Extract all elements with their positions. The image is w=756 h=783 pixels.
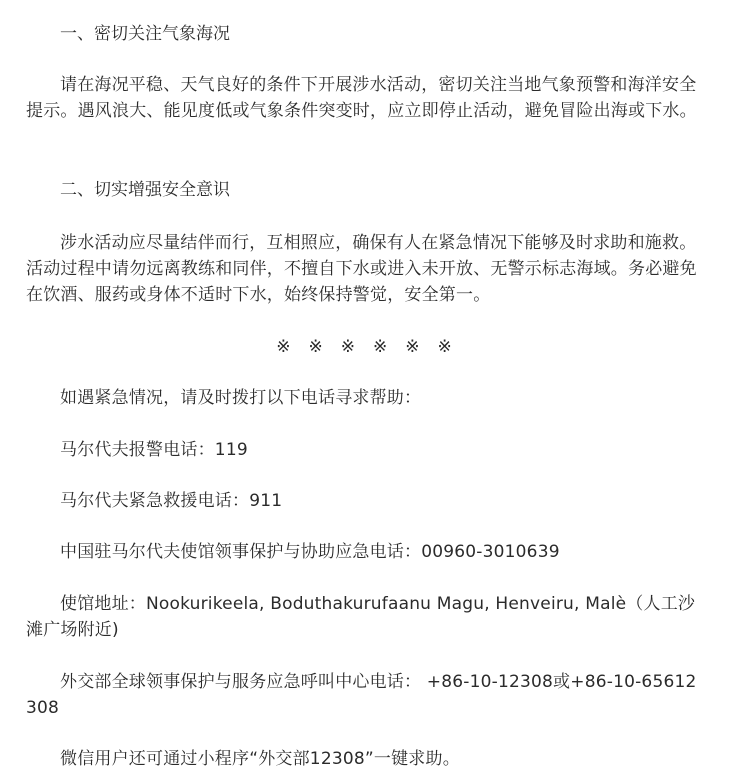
- section-heading-safety: 二、切实增强安全意识: [60, 180, 230, 200]
- divider-mark: ※: [373, 337, 388, 357]
- contact-embassy-phone: 中国驻马尔代夫使馆领事保护与协助应急电话：00960-3010639: [60, 542, 560, 562]
- section-divider: [0, 334, 728, 360]
- contact-mfa-hotline: 外交部全球领事保护与服务应急呼叫中心电话： +86-10-12308或+86-10-65612308: [26, 672, 697, 718]
- contact-embassy-address: 使馆地址：Nookurikeela, Boduthakurufaanu Magu, Henveiru, Malè（人工沙滩广场附近): [26, 594, 696, 640]
- divider-mark: ※: [405, 337, 420, 357]
- divider-mark: ※: [437, 337, 452, 357]
- contact-wechat: 微信用户还可通过小程序“外交部12308”一键求助。: [60, 749, 460, 769]
- contact-rescue: 马尔代夫紧急救援电话：911: [60, 491, 283, 511]
- contacts-intro: 如遇紧急情况，请及时拨打以下电话寻求帮助：: [60, 388, 422, 408]
- contact-police: 马尔代夫报警电话：119: [60, 440, 248, 460]
- paragraph-safety: 涉水活动应尽量结伴而行，互相照应，确保有人在紧急情况下能够及时求助和施救。活动过程中请勿远离教练和同伴，不擅自下水或进入未开放、无警示标志海域。务必避免在饮酒、服药或身体不适时下水，始终保持警觉，安全第一。: [26, 233, 697, 305]
- divider-mark: ※: [340, 337, 355, 357]
- paragraph-weather: 请在海况平稳、天气良好的条件下开展涉水活动，密切关注当地气象预警和海洋安全提示。遇风浪大、能见度低或气象条件突变时，应立即停止活动，避免冒险出海或下水。: [26, 75, 697, 121]
- section-heading-weather: 一、密切关注气象海况: [60, 24, 230, 44]
- divider-mark: ※: [308, 337, 323, 357]
- divider-mark: ※: [276, 337, 291, 357]
